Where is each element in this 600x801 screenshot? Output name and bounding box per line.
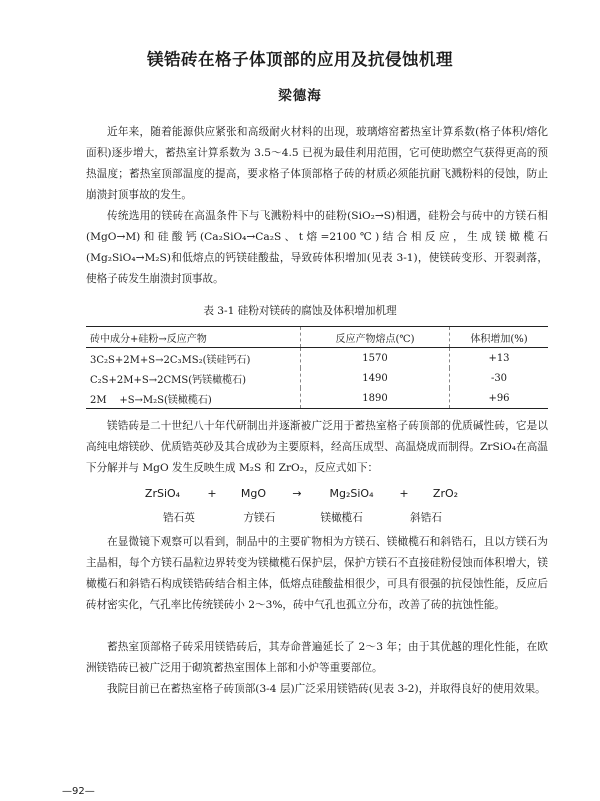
eq-product-forsterite: Mg₂SiO₄: [329, 487, 374, 500]
table-header-row: [86, 327, 548, 348]
cell-melting-point: 1490: [362, 372, 388, 384]
paragraph-institute-use: 我院目前已在蓄热室格子砖顶部(3-4 层)广泛采用镁锆砖(见表 3-2)，并取得良好的使用效果。: [107, 683, 546, 695]
cell-reaction: C₂S+2M+S→2CMS(钙镁橄榄石): [86, 368, 301, 388]
table-caption: 表 3-1 硅粉对镁砖的腐蚀及体积增加机理: [203, 305, 397, 317]
cell-reaction: 2M +S→M₂S(镁橄榄石): [86, 388, 301, 409]
cell-reaction: 3C₂S+2M+S→2C₃MS₂(镁硅钙石): [86, 348, 301, 369]
cell-volume-increase: +13: [450, 348, 549, 369]
mineral-name: 镁橄榄石: [320, 512, 363, 524]
reaction-equation: [0, 487, 600, 500]
cell-melting-point: 1890: [301, 388, 450, 409]
eq-plus: +: [207, 487, 217, 500]
table-row: [86, 388, 548, 409]
cell-melting-point: 1570: [362, 352, 388, 364]
article-title: 镁锆砖在格子体顶部的应用及抗侵蚀机理: [147, 50, 453, 69]
header-volume-increase: 体积增加(%): [450, 327, 549, 348]
author-name: 梁德海: [278, 88, 322, 104]
eq-product-zro2: ZrO₂: [432, 487, 459, 500]
cell-volume-increase: +96: [450, 388, 549, 409]
eq-reactant-zircon: ZrSiO₄: [144, 487, 181, 500]
mineral-name: 斜锆石: [410, 512, 442, 524]
reaction-mineral-names: [0, 510, 600, 525]
table-row: [86, 348, 548, 369]
paragraph-traditional-magnesia: 传统选用的镁砖在高温条件下与飞溅粉料中的硅粉(SiO₂→S)相遇，硅粉会与砖中的方镁石相(MgO→M)和硅酸钙(Ca₂SiO₄→Ca₂S、t熔=2100℃)结合相反应，生成镁橄榄石(Mg₂SiO₄→M₂S)和低熔点的钙镁硅酸盐，导致砖体积增加(见表 3-1)，使镁砖变形、开裂剥落，使格子砖发生崩溃封顶事故。: [86, 210, 548, 285]
eq-reactant-mgo: MgO: [240, 487, 267, 500]
mineral-name: 方镁石: [243, 512, 276, 524]
table-row: [86, 368, 548, 388]
paragraph-magnesia-zirconia: 镁锆砖是二十世纪八十年代研制出并逐渐被广泛用于蓄热室格子砖顶部的优质碱性砖，它是以高纯电熔镁砂、优质锆英砂及其合成砂为主要原料，经高压成型、高温烧成而制得。ZrSiO₄在高温下分解并与 MgO 发生反映生成 M₂S 和 ZrO₂，反应式如下：: [86, 420, 548, 474]
eq-arrow: →: [292, 487, 302, 500]
page-number: —92—: [62, 786, 95, 797]
paragraph-intro: 近年来，随着能源供应紧张和高级耐火材料的出现，玻璃熔窑蓄热室计算系数(格子体积/熔化面积)逐步增大，蓄热室计算系数为 3.5～4.5 已视为最佳利用范围，它可使助燃空气获得更高的预热温度；蓄热室顶部温度的提高，要求格子体顶部格子砖的材质必须能抗耐飞溅粉料的侵蚀，防止崩溃封顶事故的发生。: [86, 126, 548, 201]
eq-plus: +: [399, 487, 409, 500]
header-melting-point: 反应产物熔点(℃): [301, 327, 450, 348]
mineral-name: 锆石英: [163, 512, 195, 524]
corrosion-table: [86, 326, 548, 409]
cell-volume-increase: -30: [450, 368, 549, 388]
header-reaction: 砖中成分+硅粉→反应产物: [86, 327, 301, 348]
paragraph-microscopy: 在显微镜下观察可以看到，制品中的主要矿物相为方镁石、镁橄榄石和斜锆石，且以方镁石为主晶相，每个方镁石晶粒边界转变为镁橄榄石保护层，保护方镁石不直接硅粉侵蚀而体积增大，镁橄榄石和斜锆石构成镁锆砖结合相主体，低熔点硅酸盐相很少，可具有很强的抗侵蚀性能，反应后砖材密实化，气孔率比传统镁砖小 2～3%，砖中气孔也孤立分布，改善了砖的抗蚀性能。: [86, 536, 548, 611]
paragraph-service-life: 蓄热室顶部格子砖采用镁锆砖后，其寿命普遍延长了 2～3 年；由于其优越的理化性能，在欧洲镁锆砖已被广泛用于砌筑蓄热室围体上部和小炉等重要部位。: [86, 641, 548, 674]
